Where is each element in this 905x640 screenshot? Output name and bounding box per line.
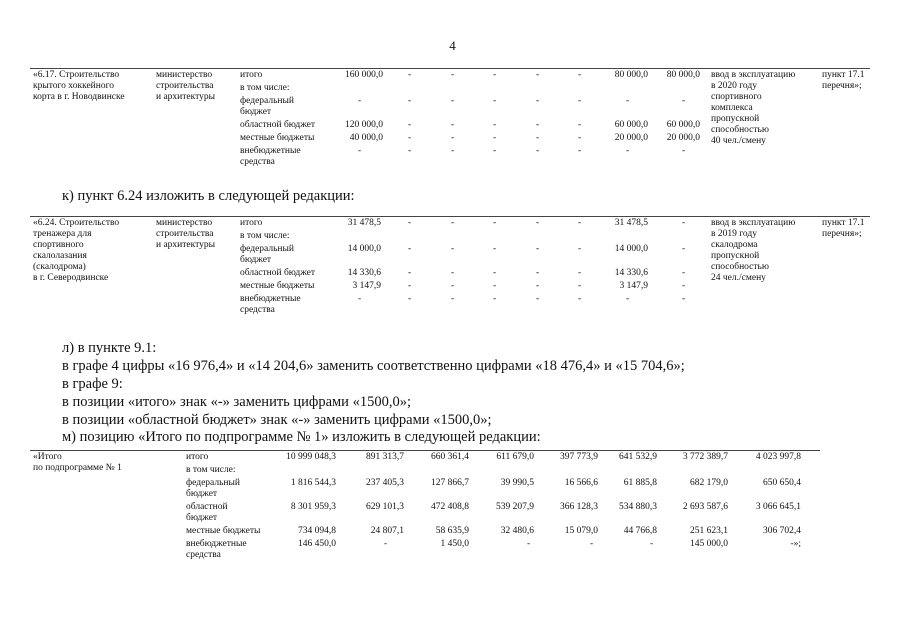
- funding-source-label: федеральный: [240, 244, 294, 254]
- value-cell: -: [626, 294, 630, 304]
- value-cell: 145 000,0: [690, 539, 728, 549]
- value-cell: 650 650,4: [763, 478, 801, 488]
- value-cell: 14 000,0: [347, 244, 381, 254]
- expected-result: в 2019 году: [711, 229, 757, 239]
- funding-source-label: в том числе:: [186, 465, 236, 475]
- value-cell: 4 023 997,8: [755, 452, 801, 462]
- value-cell: 120 000,0: [345, 120, 383, 130]
- value-cell: -: [408, 120, 412, 130]
- value-cell: 127 866,7: [431, 478, 469, 488]
- funding-source-label: местные бюджеты: [186, 526, 261, 536]
- expected-result: 24 чел./смену: [711, 273, 766, 283]
- value-cell: -: [493, 70, 497, 80]
- value-cell: -: [578, 218, 582, 228]
- value-cell: -: [590, 539, 594, 549]
- paragraph: л) в пункте 9.1:: [62, 340, 157, 356]
- value-cell: -: [536, 244, 540, 254]
- value-cell: -: [493, 244, 497, 254]
- funding-source-label: в том числе:: [240, 231, 290, 241]
- funding-source-label: местные бюджеты: [240, 281, 315, 291]
- block_624-top-rule: [30, 216, 870, 217]
- value-cell: 611 679,0: [496, 452, 534, 462]
- value-cell: -: [578, 268, 582, 278]
- paragraph: к) пункт 6.24 изложить в следующей редакции:: [62, 188, 355, 204]
- value-cell: -: [578, 146, 582, 156]
- value-cell: 60 000,0: [614, 120, 648, 130]
- expected-result: спортивного: [711, 92, 762, 102]
- funding-source-label: областной бюджет: [240, 120, 316, 130]
- expected-result: в 2020 году: [711, 81, 757, 91]
- value-cell: 10 999 048,3: [286, 452, 336, 462]
- paragraph: в графе 9:: [62, 376, 123, 392]
- responsible-party: строительства: [156, 81, 214, 91]
- value-cell: -: [626, 146, 630, 156]
- funding-source-label: в том числе:: [240, 83, 290, 93]
- expected-result: комплекса: [711, 103, 753, 113]
- value-cell: -: [408, 133, 412, 143]
- value-cell: -: [578, 120, 582, 130]
- value-cell: -: [408, 281, 412, 291]
- value-cell: 61 885,8: [623, 478, 657, 488]
- value-cell: -: [493, 120, 497, 130]
- value-cell: -: [682, 244, 686, 254]
- value-cell: -: [451, 218, 455, 228]
- expected-result: пропускной: [711, 114, 760, 124]
- expected-result: пропускной: [711, 251, 760, 261]
- value-cell: -: [408, 96, 412, 106]
- expected-result: скалодрома: [711, 240, 758, 250]
- responsible-party: строительства: [156, 229, 214, 239]
- value-cell: -: [536, 268, 540, 278]
- reference: пункт 17.1: [822, 70, 865, 80]
- value-cell: -: [384, 539, 388, 549]
- responsible-party: и архитектуры: [156, 92, 216, 102]
- funding-source-label: внебюджетные: [240, 146, 301, 156]
- value-cell: 14 000,0: [614, 244, 648, 254]
- object-name: «6.24. Строительство: [33, 218, 120, 228]
- value-cell: -: [408, 244, 412, 254]
- page-number: 4: [449, 38, 456, 53]
- value-cell: 80 000,0: [666, 70, 700, 80]
- value-cell: 366 128,3: [560, 502, 598, 512]
- value-cell: 60 000,0: [666, 120, 700, 130]
- value-cell: -: [408, 70, 412, 80]
- value-cell: 31 478,5: [614, 218, 648, 228]
- value-cell: 16 566,6: [564, 478, 598, 488]
- value-cell: -: [536, 146, 540, 156]
- object-name: спортивного: [33, 240, 84, 250]
- value-cell: 20 000,0: [614, 133, 648, 143]
- total-title: по подпрограмме № 1: [33, 463, 122, 473]
- value-cell: 891 313,7: [366, 452, 404, 462]
- value-cell: -: [451, 281, 455, 291]
- value-cell: -: [626, 96, 630, 106]
- reference: перечня»;: [822, 81, 862, 91]
- value-cell: 160 000,0: [345, 70, 383, 80]
- value-cell: 3 147,9: [352, 281, 381, 291]
- value-cell: 3 147,9: [619, 281, 648, 291]
- value-cell: 15 079,0: [564, 526, 598, 536]
- value-cell: -: [536, 218, 540, 228]
- funding-source-label: бюджет: [186, 513, 218, 523]
- reference: перечня»;: [822, 229, 862, 239]
- value-cell: -: [682, 268, 686, 278]
- value-cell: 146 450,0: [298, 539, 336, 549]
- paragraph: м) позицию «Итого по подпрограмме № 1» изложить в следующей редакции:: [62, 429, 541, 445]
- funding-source-label: внебюджетные: [186, 539, 247, 549]
- value-cell: -: [493, 96, 497, 106]
- responsible-party: министерство: [156, 218, 213, 228]
- object-name: тренажера для: [33, 229, 92, 239]
- value-cell: -: [358, 146, 362, 156]
- value-cell: -: [578, 281, 582, 291]
- responsible-party: министерство: [156, 70, 213, 80]
- object-name: «6.17. Строительство: [33, 70, 120, 80]
- value-cell: -: [451, 133, 455, 143]
- value-cell: -: [451, 146, 455, 156]
- value-cell: -: [493, 133, 497, 143]
- value-cell: 8 301 959,3: [290, 502, 336, 512]
- value-cell: -: [408, 146, 412, 156]
- responsible-party: и архитектуры: [156, 240, 216, 250]
- value-cell: -: [682, 294, 686, 304]
- funding-source-label: областной бюджет: [240, 268, 316, 278]
- funding-source-label: средства: [240, 305, 275, 315]
- total-title: «Итого: [33, 452, 62, 462]
- value-cell: -: [493, 146, 497, 156]
- block_617-top-rule: [30, 68, 870, 69]
- funding-source-label: средства: [186, 550, 221, 560]
- funding-source-label: итого: [186, 452, 209, 462]
- value-cell: -: [527, 539, 531, 549]
- funding-source-label: бюджет: [240, 107, 272, 117]
- funding-source-label: федеральный: [186, 478, 240, 488]
- paragraph: в позиции «областной бюджет» знак «-» заменить цифрами «1500,0»;: [62, 412, 492, 428]
- value-cell: 3 772 389,7: [682, 452, 728, 462]
- value-cell: -: [451, 70, 455, 80]
- value-cell: 306 702,4: [763, 526, 801, 536]
- value-cell: -: [682, 218, 686, 228]
- expected-result: способностью: [711, 262, 769, 272]
- funding-source-label: бюджет: [240, 255, 272, 265]
- value-cell: 534 880,3: [619, 502, 657, 512]
- value-cell: 44 766,8: [623, 526, 657, 536]
- reference: пункт 17.1: [822, 218, 865, 228]
- value-cell: -: [536, 120, 540, 130]
- value-cell: -: [451, 244, 455, 254]
- value-cell: 58 635,9: [435, 526, 469, 536]
- value-cell: -: [578, 294, 582, 304]
- value-cell: -: [536, 294, 540, 304]
- value-cell: -: [536, 133, 540, 143]
- funding-source-label: местные бюджеты: [240, 133, 315, 143]
- expected-result: способностью: [711, 125, 769, 135]
- value-cell: -: [493, 294, 497, 304]
- value-cell: 2 693 587,6: [682, 502, 728, 512]
- paragraph: в позиции «итого» знак «-» заменить цифрами «1500,0»;: [62, 394, 411, 410]
- funding-source-label: областной: [186, 502, 228, 512]
- value-cell: -: [493, 268, 497, 278]
- value-cell: -»;: [790, 539, 801, 549]
- value-cell: -: [682, 96, 686, 106]
- value-cell: -: [536, 96, 540, 106]
- value-cell: -: [536, 70, 540, 80]
- value-cell: -: [451, 268, 455, 278]
- value-cell: -: [358, 96, 362, 106]
- value-cell: -: [493, 218, 497, 228]
- value-cell: 3 066 645,1: [755, 502, 801, 512]
- value-cell: -: [650, 539, 654, 549]
- value-cell: 1 450,0: [440, 539, 469, 549]
- value-cell: -: [408, 218, 412, 228]
- value-cell: -: [451, 120, 455, 130]
- value-cell: -: [578, 244, 582, 254]
- value-cell: 32 480,6: [500, 526, 534, 536]
- value-cell: -: [451, 294, 455, 304]
- value-cell: 682 179,0: [690, 478, 728, 488]
- funding-source-label: внебюджетные: [240, 294, 301, 304]
- value-cell: -: [408, 268, 412, 278]
- value-cell: 660 361,4: [431, 452, 469, 462]
- object-name: корта в г. Новодвинске: [33, 92, 125, 102]
- funding-source-label: итого: [240, 70, 263, 80]
- value-cell: -: [451, 96, 455, 106]
- value-cell: -: [682, 146, 686, 156]
- value-cell: 397 773,9: [560, 452, 598, 462]
- expected-result: ввод в эксплуатацию: [711, 70, 796, 80]
- funding-source-label: средства: [240, 157, 275, 167]
- block_total-top-rule: [30, 450, 820, 451]
- value-cell: 31 478,5: [347, 218, 381, 228]
- value-cell: -: [578, 96, 582, 106]
- object-name: скалолазания: [33, 251, 87, 261]
- funding-source-label: итого: [240, 218, 263, 228]
- value-cell: -: [578, 133, 582, 143]
- value-cell: -: [408, 294, 412, 304]
- value-cell: 39 990,5: [500, 478, 534, 488]
- funding-source-label: бюджет: [186, 489, 218, 499]
- expected-result: ввод в эксплуатацию: [711, 218, 796, 228]
- object-name: в г. Северодвинске: [33, 273, 109, 283]
- value-cell: 24 807,1: [370, 526, 404, 536]
- value-cell: 472 408,8: [431, 502, 469, 512]
- value-cell: -: [536, 281, 540, 291]
- value-cell: 251 623,1: [690, 526, 728, 536]
- funding-source-label: федеральный: [240, 96, 294, 106]
- value-cell: 734 094,8: [298, 526, 336, 536]
- value-cell: 539 207,9: [496, 502, 534, 512]
- value-cell: -: [578, 70, 582, 80]
- object-name: (скалодрома): [33, 262, 86, 272]
- paragraph: в графе 4 цифры «16 976,4» и «14 204,6» заменить соответственно цифрами «18 476,4» и «15 704,6»;: [62, 358, 685, 374]
- value-cell: -: [682, 281, 686, 291]
- value-cell: 40 000,0: [349, 133, 383, 143]
- value-cell: 629 101,3: [366, 502, 404, 512]
- value-cell: 14 330,6: [347, 268, 381, 278]
- value-cell: 14 330,6: [614, 268, 648, 278]
- value-cell: -: [493, 281, 497, 291]
- value-cell: 80 000,0: [614, 70, 648, 80]
- value-cell: -: [358, 294, 362, 304]
- value-cell: 641 532,9: [619, 452, 657, 462]
- value-cell: 1 816 544,3: [290, 478, 336, 488]
- object-name: крытого хоккейного: [33, 81, 114, 91]
- value-cell: 20 000,0: [666, 133, 700, 143]
- value-cell: 237 405,3: [366, 478, 404, 488]
- expected-result: 40 чел./смену: [711, 136, 766, 146]
